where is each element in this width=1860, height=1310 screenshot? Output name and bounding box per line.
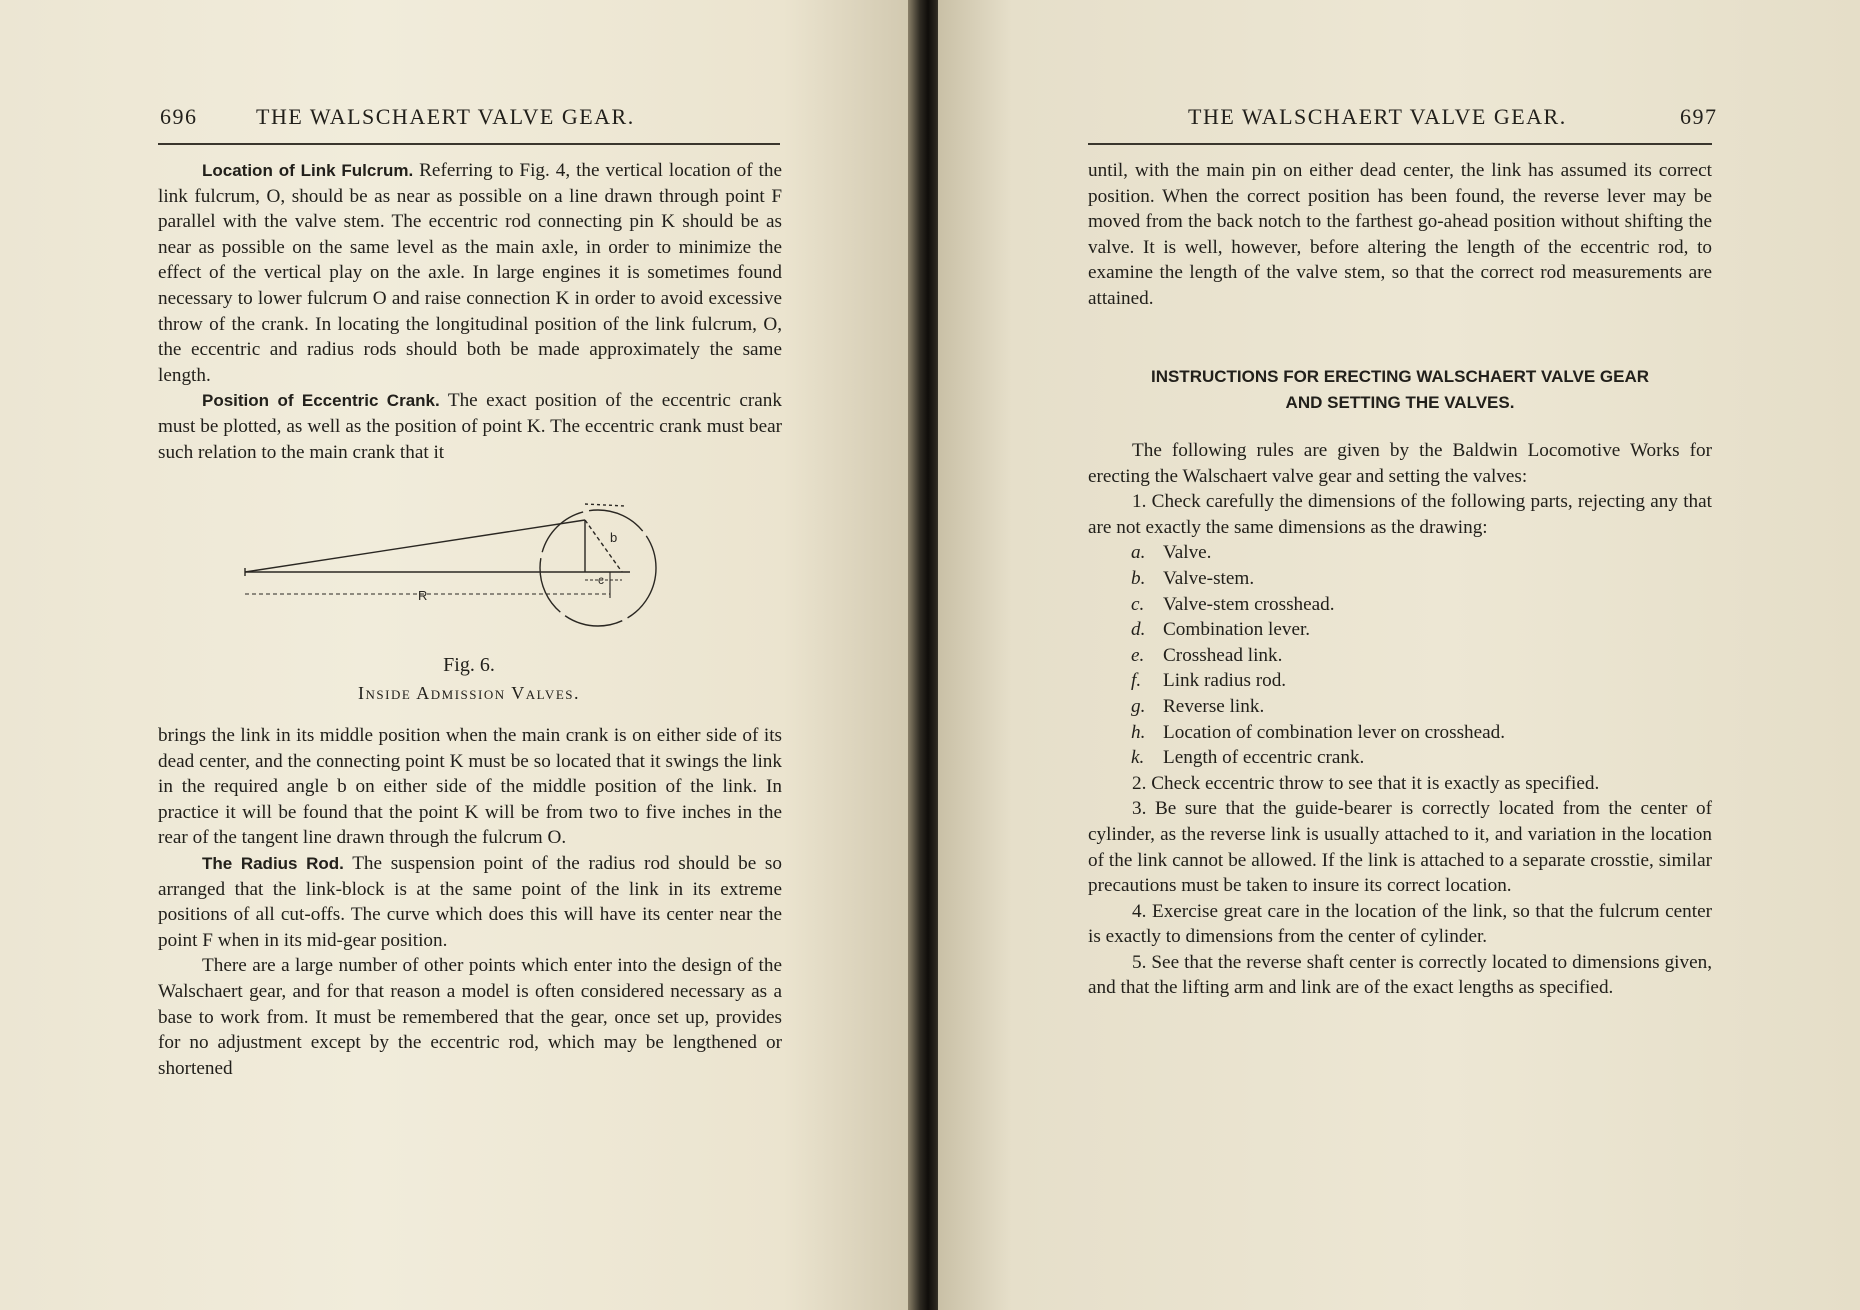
paragraph-text: The exact position of the eccentric crank must be plotted, as well as the position of point K. The eccentric crank must bear such relation to the main crank that it [158, 390, 782, 463]
paragraph-link-fulcrum [158, 158, 782, 388]
section-heading-line-1: INSTRUCTIONS FOR ERECTING WALSCHAERT VALVE GEAR [1150, 367, 1650, 386]
rule-1: 1. Check carefully the dimensions of the following parts, rejecting any that are not exactly the same dimensions as the drawing: [1088, 491, 1712, 538]
list-letter: h. [1131, 721, 1146, 743]
list-item [1088, 720, 1712, 746]
list-letter: g. [1131, 695, 1146, 717]
list-item [1088, 668, 1712, 694]
list-letter: k. [1131, 747, 1145, 769]
run-in-heading: The Radius Rod. [202, 853, 344, 873]
list-item [1088, 643, 1712, 669]
crank-circle [540, 510, 656, 626]
paragraph-intro: The following rules are given by the Baldwin Locomotive Works for erecting the Walschaert valve gear and setting the valves: [1088, 440, 1712, 487]
list-letter: d. [1131, 619, 1146, 641]
list-text: Location of combination lever on crosshead. [1163, 721, 1506, 743]
list-text: Crosshead link. [1163, 644, 1283, 666]
paragraph-eccentric-crank [158, 388, 782, 465]
right-running-title: THE WALSCHAERT VALVE GEAR. [1188, 104, 1567, 129]
paragraph-text: Referring to Fig. 4, the vertical location of the link fulcrum, O, should be as near as possible on a line drawn through point F parallel with the valve stem. The eccentric rod connecting pin K should be as near as possible on the same level as the main axle, in order to minimize the effect of the vertical play on the axle. In large engines it is sometimes found necessary to lower fulcrum O and raise connection K in order to avoid excessive throw of the crank. In locating the longitudinal position of the link fulcrum, O, the eccentric and radius rods should both be made approximately the same length. [158, 160, 782, 386]
left-running-title: THE WALSCHAERT VALVE GEAR. [256, 104, 635, 129]
angle-line [585, 520, 622, 572]
arc-top [585, 504, 625, 506]
eccentric-rod-line [245, 520, 585, 572]
right-text-top [1088, 158, 1712, 312]
section-heading [1085, 364, 1715, 415]
rule-2: 2. Check eccentric throw to see that it is exactly as specified. [1132, 772, 1600, 794]
left-text-bottom [158, 723, 782, 1081]
paragraph-continuation: until, with the main pin on either dead center, the link has assumed its correct position. When the correct position has been found, the reverse lever may be moved from the back notch to the farthest go-ahead position without shifting the valve. It is well, however, before altering the length of the eccentric rod, to examine the length of the valve stem, so that the correct rod measurements are attained. [1088, 160, 1712, 309]
right-text-rules [1088, 438, 1712, 1001]
list-item [1088, 592, 1712, 618]
list-text: Reverse link. [1163, 695, 1265, 717]
list-text: Length of eccentric crank. [1163, 747, 1365, 769]
list-letter: e. [1131, 644, 1145, 666]
label-b: b [610, 530, 618, 545]
list-letter: c. [1131, 593, 1145, 615]
paragraph-text: The suspension point of the radius rod should be so arranged that the link-block is at the same point of the link in its extreme positions of all cut-offs. The curve which does this will have its center near the point F when in its mid-gear position. [158, 852, 782, 951]
label-c: c [598, 573, 604, 587]
paragraph-link-middle: brings the link in its middle position when the main crank is on either side of its dead center, and the connecting point K must be so located that it swings the link in the required angle b on either side of the middle position of the link. In practice it will be found that the point K will be from two to five inches in the rear of the tangent line drawn through the fulcrum O. [158, 725, 782, 849]
label-R: R [418, 588, 428, 603]
figure-6-diagram [230, 500, 700, 660]
list-text: Valve. [1163, 542, 1212, 564]
right-page-number: 697 [1680, 104, 1718, 129]
section-heading-line-2: AND SETTING THE VALVES. [1285, 392, 1515, 412]
list-letter: f. [1131, 670, 1142, 692]
right-header-rule [1088, 143, 1712, 145]
list-item [1088, 745, 1712, 771]
figure-caption: Inside Admission Valves. [358, 683, 580, 703]
list-text: Valve-stem. [1163, 567, 1255, 589]
list-item [1088, 540, 1712, 566]
left-text-top [158, 158, 782, 465]
list-text: Valve-stem crosshead. [1163, 593, 1335, 615]
figure-number: Fig. 6. [443, 654, 495, 676]
list-item [1088, 617, 1712, 643]
list-letter: b. [1131, 567, 1146, 589]
list-item [1088, 694, 1712, 720]
rule-3: 3. Be sure that the guide-bearer is correctly located from the center of cylinder, as the reverse link is usually attached to it, and variation in the location of the link cannot be allowed. If the link is attached to a separate crosstie, similar precautions must be taken to insure its correct location. [1088, 798, 1712, 897]
list-text: Combination lever. [1163, 619, 1311, 641]
paragraph-other-points: There are a large number of other points which enter into the design of the Walschaert gear, and for that reason a model is often considered necessary as a base to work from. It must be remembered that the gear, once set up, provides for no adjustment except by the eccentric rod, which may be lengthened or shortened [158, 955, 782, 1079]
list-item [1088, 566, 1712, 592]
list-text: Link radius rod. [1163, 670, 1287, 692]
run-in-heading: Position of Eccentric Crank. [202, 391, 440, 411]
left-header-rule [158, 143, 780, 145]
list-letter: a. [1131, 542, 1146, 564]
left-page-number: 696 [160, 104, 198, 129]
rule-4: 4. Exercise great care in the location of the link, so that the fulcrum center is exactly to dimensions from the center of cylinder. [1088, 900, 1712, 948]
left-page [0, 0, 922, 1310]
rule-5: 5. See that the reverse shaft center is correctly located to dimensions given, and that the lifting arm and link are of the exact lengths as specified. [1088, 951, 1712, 999]
parts-list [1088, 540, 1712, 770]
run-in-heading: Location of Link Fulcrum. [202, 161, 414, 180]
paragraph-radius-rod [158, 851, 782, 953]
